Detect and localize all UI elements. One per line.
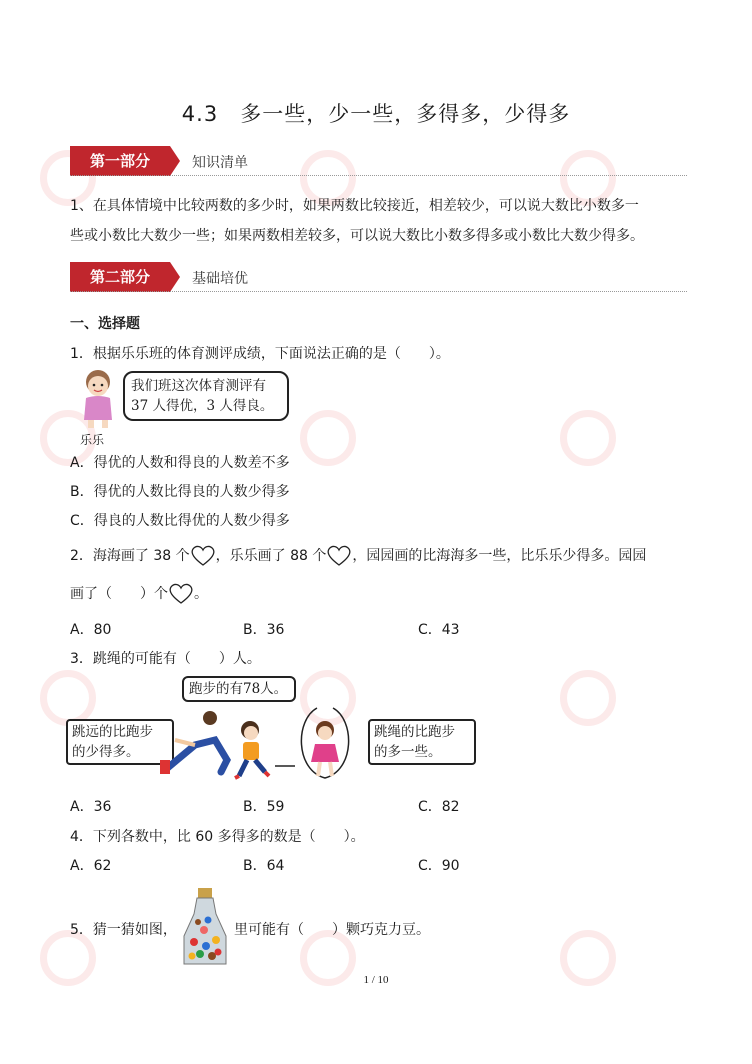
q3-bubble-right [368, 719, 476, 765]
section-1-divider [70, 175, 687, 176]
girl-name: 乐乐 [80, 433, 105, 447]
q5-part-2: 里可能有（ ）颗巧克力豆。 [234, 922, 430, 938]
q3-bubble-top: 跑步的有78人。 [182, 676, 296, 702]
q1-option-a[interactable]: A．得优的人数和得良的人数差不多 [70, 455, 290, 471]
q2-line-2a: 画了（ ）个 [70, 586, 168, 602]
q1-bubble-line-1: 我们班这次体育测评有 [131, 378, 266, 394]
girl-illustration [76, 368, 120, 430]
q2-part-1: 2．海海画了 38 个 [70, 548, 190, 564]
q5-part-1: 5．猜一猜如图， [70, 922, 177, 938]
q4-option-a[interactable]: A．62 [70, 858, 112, 874]
q2-line-1 [70, 545, 646, 567]
q3-bubble-left-line-2: 的少得多。 [72, 744, 140, 760]
q1-option-b[interactable]: B．得优的人数比得良的人数少得多 [70, 484, 290, 500]
q3-stem: 3．跳绳的可能有（ ）人。 [70, 651, 261, 667]
q2-line-2b: 。 [194, 586, 208, 602]
q2-line-2 [70, 583, 208, 605]
q4-option-b[interactable]: B．64 [243, 858, 285, 874]
sports-kids-illustration [155, 700, 370, 785]
q4-stem: 4．下列各数中，比 60 多得多的数是（ ）。 [70, 829, 365, 845]
page-number: 1 / 10 [363, 974, 389, 986]
candy-jar-illustration [180, 886, 230, 970]
q3-option-b[interactable]: B．59 [243, 799, 285, 815]
heart-icon [168, 583, 194, 605]
q1-bubble-line-2: 37 人得优，3 人得良。 [131, 398, 274, 414]
section-2-tab: 第二部分 [70, 262, 170, 292]
q1-speech-bubble [123, 371, 289, 421]
section-2-label: 基础培优 [192, 271, 248, 287]
heart-icon [190, 545, 216, 567]
q3-bubble-right-line-1: 跳绳的比跑步 [374, 724, 455, 740]
section-2-divider [70, 291, 687, 292]
section-1-tab: 第一部分 [70, 146, 170, 176]
q2-part-2: ，乐乐画了 88 个 [215, 548, 327, 564]
q3-bubble-right-line-2: 的多一些。 [374, 744, 442, 760]
part-heading: 一、选择题 [70, 316, 140, 332]
page-title: 4.3 多一些，少一些，多得多，少得多 [181, 102, 571, 126]
q2-option-a[interactable]: A．80 [70, 622, 112, 638]
q3-bubble-left-line-1: 跳远的比跑步 [72, 724, 153, 740]
q3-option-a[interactable]: A．36 [70, 799, 112, 815]
q2-option-b[interactable]: B．36 [243, 622, 285, 638]
heart-icon [326, 545, 352, 567]
knowledge-line-2: 些或小数比大数少一些；如果两数相差较多，可以说大数比小数多得多或小数比大数少得多。 [70, 228, 644, 244]
q2-part-3: ，园园画的比海海多一些，比乐乐少得多。园园 [352, 548, 647, 564]
knowledge-line-1: 1、在具体情境中比较两数的多少时，如果两数比较接近，相差较少，可以说大数比小数多一 [70, 198, 639, 214]
q2-option-c[interactable]: C．43 [418, 622, 460, 638]
q1-option-c[interactable]: C．得良的人数比得优的人数少得多 [70, 513, 290, 529]
q4-option-c[interactable]: C．90 [418, 858, 460, 874]
q1-stem: 1．根据乐乐班的体育测评成绩，下面说法正确的是（ ）。 [70, 346, 450, 362]
section-1-label: 知识清单 [192, 155, 248, 171]
q3-option-c[interactable]: C．82 [418, 799, 460, 815]
